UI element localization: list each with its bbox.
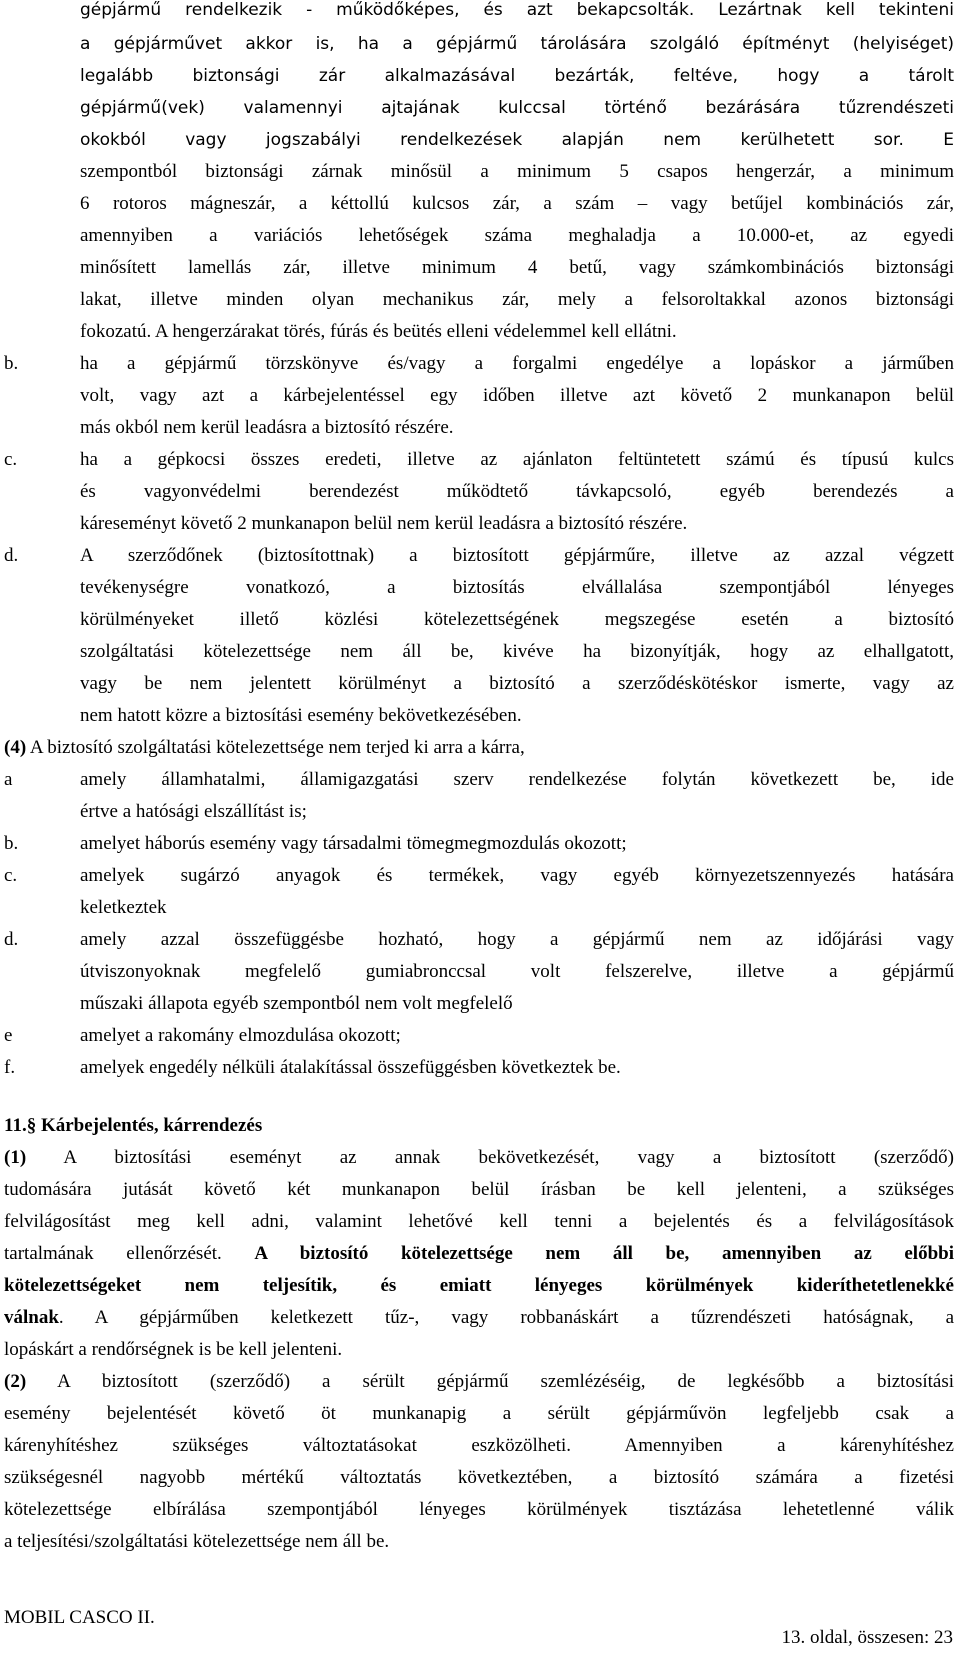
paragraph-text: A biztosító szolgáltatási kötelezettsége nem terjed ki arra a kárra, [26,737,525,758]
list-marker: d. [4,929,19,950]
list-marker: c. [4,449,18,470]
body-line: fokozatú. A hengerzárakat törés, fúrás és beütés elleni védelemmel kell ellátni. [80,321,677,342]
body-line: legalább biztonsági zár alkalmazásával bezárták, feltéve, hogy a tárolt [80,66,954,86]
list-item-line: keletkeztek [80,897,167,918]
paragraph-number: (4) [4,737,27,758]
list-item-line: volt, vagy azt a kárbejelentéssel egy időben illetve azt követő 2 munkanapon belül [80,385,954,406]
section-4-intro [4,732,525,764]
list-item-line: szolgáltatási kötelezettsége nem áll be, kivéve ha bizonyítják, hogy az elhallgatott, [80,641,954,662]
body-line: gépjármű rendelkezik - működőképes, és azt bekapcsolták. Lezártnak kell tekinteni [80,0,954,20]
paragraph-line: lopáskárt a rendőrségnek is be kell jelenteni. [4,1339,343,1360]
footer-document-title: MOBIL CASCO II. [4,1607,155,1628]
list-item-line: és vagyonvédelmi berendezést működtető távkapcsoló, egyéb berendezés a [80,481,954,502]
bold-emphasis: A biztosító kötelezettsége nem áll be, amennyiben az előbbi [254,1243,954,1264]
list-item-line: ha a gépjármű törzskönyve és/vagy a forgalmi engedélye a lopáskor a járműben [80,353,954,374]
paragraph-line: tudomására jutását követő két munkanapon belül írásban be kell jelenteni, a szükséges [4,1179,954,1200]
list-item-line: műszaki állapota egyéb szempontból nem volt megfelelő [80,993,513,1014]
list-item-line: A szerződőnek (biztosítottnak) a biztosított gépjárműre, illetve az azzal végzett [80,545,954,566]
paragraph-line [4,1366,954,1398]
paragraph-text: tartalmának ellenőrzését. [4,1243,255,1264]
list-item-line: amelyet a rakomány elmozdulása okozott; [80,1025,401,1046]
list-marker: e [4,1025,13,1046]
list-item-line: tevékenységre vonatkozó, a biztosítás elvállalása szempontjából lényeges [80,577,954,598]
body-line: 6 rotoros mágneszár, a kéttollú kulcsos zár, a szám – vagy betűjel kombinációs zár, [80,193,954,214]
list-item-line: káreseményt követő 2 munkanapon belül nem kerül leadásra a biztosító részére. [80,513,688,534]
list-item-line: amely államhatalmi, államigazgatási szerv rendelkezése folytán következett be, ide [80,769,954,790]
paragraph-line [4,1238,954,1270]
list-item-line: értve a hatósági elszállítást is; [80,801,307,822]
body-line: okokból vagy jogszabályi rendelkezések alapján nem kerülhetett sor. E [80,130,954,150]
section-heading: 11.§ Kárbejelentés, kárrendezés [4,1115,263,1136]
paragraph-line: kötelezettsége elbírálása szempontjából lényeges körülmények tisztázása lehetetlenné válik [4,1499,954,1520]
body-line: szempontból biztonsági zárnak minősül a minimum 5 csapos hengerzár, a minimum [80,161,954,182]
list-marker: d. [4,545,19,566]
bold-emphasis: válnak [4,1307,59,1328]
body-line: lakat, illetve minden olyan mechanikus zár, mely a felsoroltakkal azonos biztonsági [80,289,954,310]
paragraph-line: a teljesítési/szolgáltatási kötelezettsége nem áll be. [4,1531,390,1552]
paragraph-text: A biztosítási eseményt az annak bekövetkezését, vagy a biztosított (szerződő) [26,1147,954,1168]
list-item-line: amelyek engedély nélküli átalakítással összefüggésben következtek be. [80,1057,621,1078]
list-item-line: amelyek sugárzó anyagok és termékek, vagy egyéb környezetszennyezés hatására [80,865,954,886]
paragraph-text: . A gépjárműben keletkezett tűz-, vagy robbanáskárt a tűzrendészeti hatóságnak, a [58,1307,954,1328]
body-line: amennyiben a variációs lehetőségek száma meghaladja a 10.000-et, az egyedi [80,225,954,246]
list-marker: b. [4,353,19,374]
list-item-line: vagy be nem jelentett körülményt a biztosító a szerződéskötéskor ismerte, vagy az [80,673,954,694]
body-line: gépjármű(vek) valamennyi ajtajának kulccsal történő bezárására tűzrendészeti [80,98,954,118]
paragraph-text: A biztosított (szerződő) a sérült gépjármű szemlézéséig, de legkésőbb a biztosítási [26,1371,954,1392]
list-marker: b. [4,833,19,854]
list-marker: f. [4,1057,16,1078]
list-item-line: útviszonyoknak megfelelő gumiabronccsal volt felszerelve, illetve a gépjármű [80,961,954,982]
list-item-line: más okból nem kerül leadásra a biztosító részére. [80,417,454,438]
paragraph-number: (2) [4,1371,27,1392]
list-item-line: nem hatott közre a biztosítási esemény bekövetkezésében. [80,705,522,726]
list-marker: a [4,769,13,790]
list-item-line: ha a gépkocsi összes eredeti, illetve az ajánlaton feltüntetett számú és típusú kulcs [80,449,954,470]
bold-emphasis: kötelezettségeket nem teljesítik, és emiatt lényeges körülmények kideríthetetlenekké [4,1275,954,1296]
body-line: a gépjárművet akkor is, ha a gépjármű tárolására szolgáló építményt (helyiséget) [80,34,954,54]
list-item-line: amelyet háborús esemény vagy társadalmi tömegmegmozdulás okozott; [80,833,627,854]
paragraph-line [4,1302,954,1334]
list-item-line: amely azzal összefüggésbe hozható, hogy a gépjármű nem az időjárási vagy [80,929,954,950]
list-marker: c. [4,865,18,886]
body-line: minősített lamellás zár, illetve minimum 4 betű, vagy számkombinációs biztonsági [80,257,954,278]
footer-page-number: 13. oldal, összesen: 23 [781,1627,953,1648]
paragraph-line: esemény bejelentését követő öt munkanapig a sérült gépjárművön legfeljebb csak a [4,1403,954,1424]
list-item-line: körülményeket illető közlési kötelezettségének megszegése esetén a biztosító [80,609,954,630]
paragraph-line [4,1142,954,1174]
paragraph-line: szükségesnél nagyobb mértékű változtatás következtében, a biztosító számára a fizetési [4,1467,954,1488]
paragraph-line: kárenyhítéshez szükséges változtatásokat eszközölheti. Amennyiben a kárenyhítéshez [4,1435,954,1456]
paragraph-line: felvilágosítást meg kell adni, valamint lehetővé kell tenni a bejelentés és a felvilágosítások [4,1211,954,1232]
paragraph-number: (1) [4,1147,27,1168]
